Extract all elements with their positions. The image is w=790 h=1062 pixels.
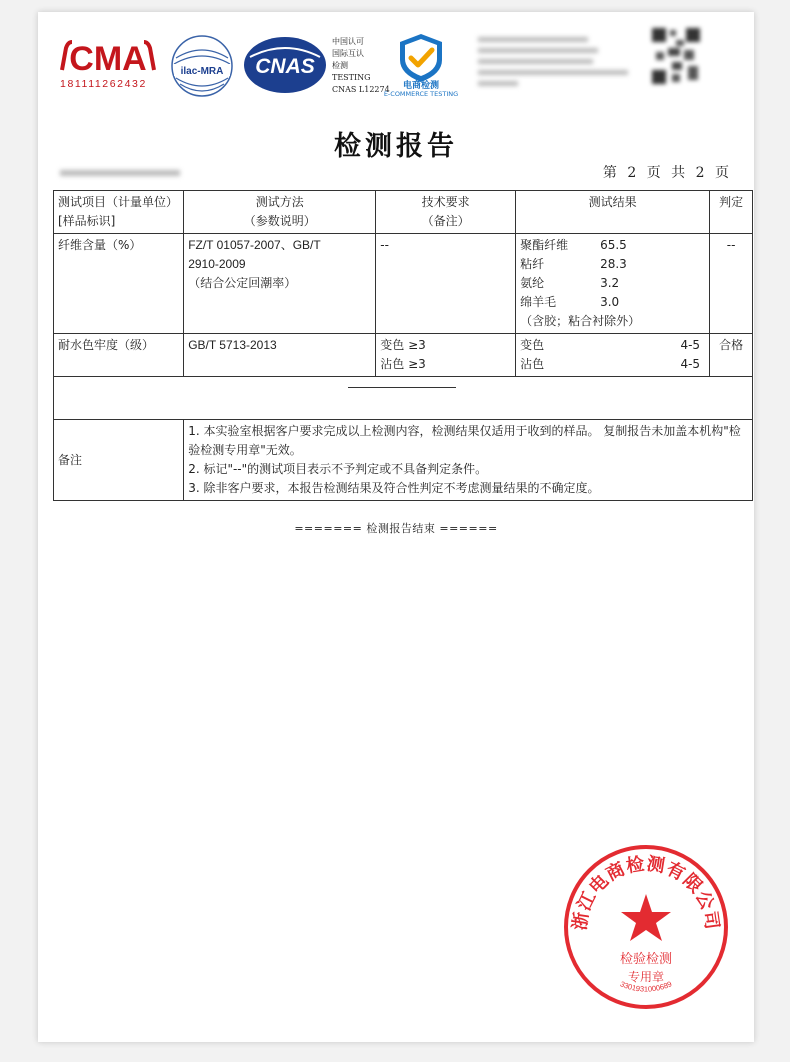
header-verdict-text: 判定 <box>719 195 744 209</box>
header-result-text: 测试结果 <box>588 195 637 209</box>
row-results <box>516 334 710 377</box>
ec-logo-en: E-COMMERCE TESTING <box>383 90 459 98</box>
row-results <box>516 234 710 334</box>
header-result <box>516 191 710 234</box>
row-method <box>184 234 376 334</box>
method-line: （结合公定回潮率） <box>188 276 297 290</box>
header-method <box>184 191 376 234</box>
row-item: 耐水色牢度（级） <box>54 334 184 377</box>
requirement-line: 变色 ≥3 <box>380 338 426 352</box>
header-item-line: [样品标识] <box>58 214 116 228</box>
header-method-line: 测试方法 <box>255 195 304 209</box>
ec-logo-cn: 电商检测 <box>402 81 439 91</box>
result-line <box>520 293 705 312</box>
result-value: 4-5 <box>680 338 701 352</box>
result-name: 变色 <box>520 338 545 352</box>
stamp-line1: 检验检测 <box>619 952 673 967</box>
report-number-redacted <box>60 164 180 176</box>
ilac-logo-text: ilac-MRA <box>180 66 224 77</box>
cma-logo <box>58 34 158 78</box>
result-name: 沾色 <box>520 357 545 371</box>
official-seal-stamp <box>561 842 731 1012</box>
table-row <box>54 334 753 377</box>
cma-number: 181111262432 <box>60 78 147 90</box>
row-requirement <box>376 334 516 377</box>
cnas-line: TESTING <box>332 73 371 82</box>
ilac-mra-logo <box>170 34 234 98</box>
method-line: FZ/T 01057-2007、GB/T <box>188 238 321 252</box>
contact-info-redacted <box>478 34 638 92</box>
result-value: 4-5 <box>680 357 701 371</box>
result-line <box>520 255 705 274</box>
notes-label: 备注 <box>54 420 184 501</box>
note-item: 3. 除非客户要求，本报告检测结果及符合性判定不考虑测量结果的不确定度。 <box>188 481 600 495</box>
table-row <box>54 234 753 334</box>
result-line <box>520 336 705 355</box>
result-value: 65.5 <box>600 238 627 252</box>
row-verdict: 合格 <box>710 334 753 377</box>
result-note: （含胶；粘合衬除外） <box>520 314 641 328</box>
results-table <box>53 190 753 501</box>
header-requirement-line: （备注） <box>421 214 470 228</box>
cnas-logo-text: CNAS <box>255 55 315 78</box>
report-page <box>38 12 754 1042</box>
header-requirement-line: 技术要求 <box>421 195 470 209</box>
blank-row <box>54 377 753 420</box>
result-value: 28.3 <box>600 257 627 271</box>
row-requirement: -- <box>376 234 516 334</box>
report-title: 检测报告 <box>334 131 458 162</box>
cma-logo-text: CMA <box>69 40 147 78</box>
cnas-logo <box>242 35 328 95</box>
page-indicator: 第 2 页 共 2 页 <box>602 165 732 181</box>
result-name: 绵羊毛 <box>520 295 557 309</box>
requirement-line: 沾色 ≥3 <box>380 357 426 371</box>
qr-code-icon <box>650 26 702 86</box>
header-requirement <box>376 191 516 234</box>
result-value: 3.0 <box>600 295 620 309</box>
header-method-line: （参数说明） <box>243 214 316 228</box>
notes-content <box>184 420 753 501</box>
header-verdict <box>710 191 753 234</box>
result-name: 氨纶 <box>520 276 545 290</box>
stamp-line2: 专用章 <box>627 970 665 984</box>
result-name: 粘纤 <box>520 257 545 271</box>
end-of-results-line <box>348 387 456 388</box>
blank-cell <box>54 377 753 420</box>
cnas-line: 中国认可 <box>332 37 364 46</box>
row-method: GB/T 5713-2013 <box>184 334 376 377</box>
report-end-marker: ======= 检测报告结束 ====== <box>294 522 498 535</box>
header-item <box>54 191 184 234</box>
stamp-company-name: 浙江电商检测有限公司 <box>569 853 723 932</box>
result-line <box>520 355 705 374</box>
header-item-line: 测试项目（计量单位） <box>58 195 179 209</box>
result-name: 聚酯纤维 <box>520 238 569 252</box>
notes-row <box>54 420 753 501</box>
cnas-line: 检测 <box>332 61 348 70</box>
table-header-row <box>54 191 753 234</box>
method-line: 2910-2009 <box>188 257 246 271</box>
note-item: 2. 标记"--"的测试项目表示不予判定或不具备判定条件。 <box>188 462 488 476</box>
result-value: 3.2 <box>600 276 620 290</box>
cnas-line: CNAS L12274 <box>332 85 390 94</box>
row-verdict: -- <box>710 234 753 334</box>
cnas-line: 国际互认 <box>332 49 364 58</box>
result-line <box>520 274 705 293</box>
result-line <box>520 236 705 255</box>
stamp-code: 3301931000689 <box>618 979 674 994</box>
note-item: 1. 本实验室根据客户要求完成以上检测内容，检测结果仅适用于收到的样品。 复制报告未加盖本机构"检验检测专用章"无效。 <box>188 424 741 457</box>
row-item: 纤维含量（%） <box>54 234 184 334</box>
